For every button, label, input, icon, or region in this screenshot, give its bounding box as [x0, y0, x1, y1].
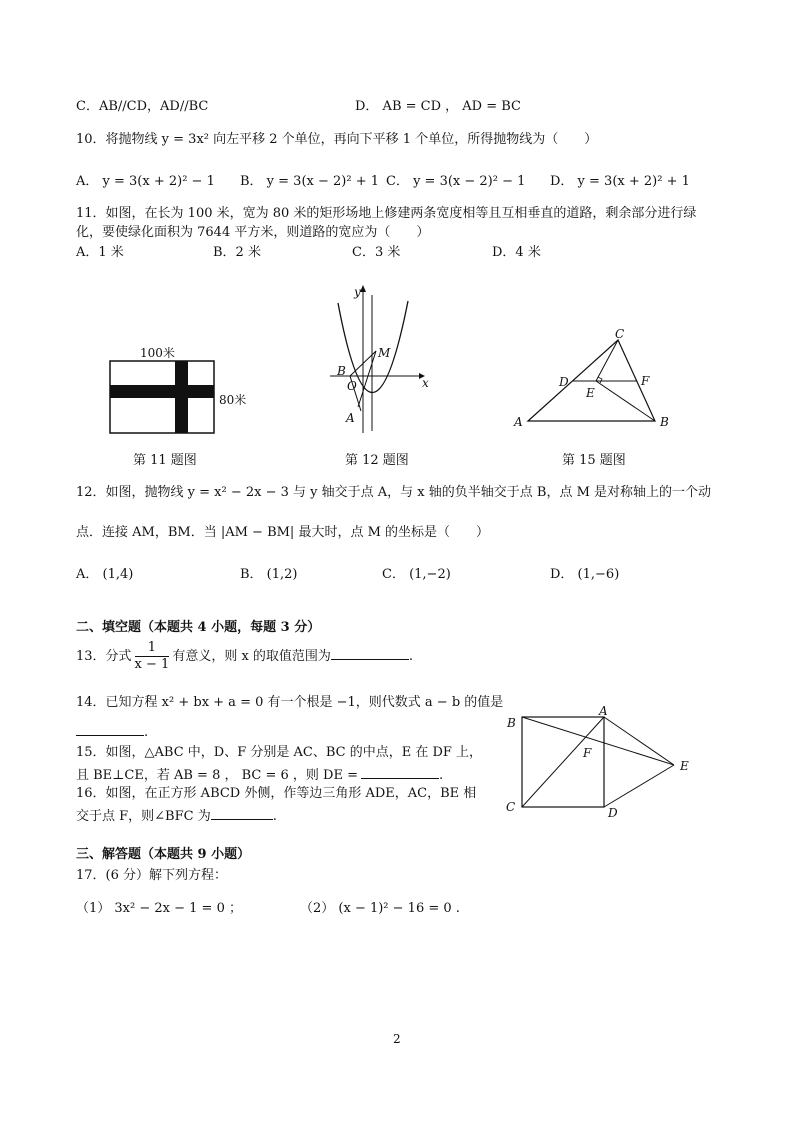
label-c: C: [615, 327, 625, 341]
q12-option-d: D． (1,−6): [550, 567, 620, 582]
q16-answer-blank[interactable]: [211, 806, 273, 820]
q9-option-c: C．AB//CD，AD//BC: [76, 99, 209, 114]
q13-end: .: [408, 649, 414, 664]
figure-15-caption: 第 15 题图: [562, 453, 626, 468]
q12-option-b: B． (1,2): [240, 567, 298, 582]
label-d: D: [559, 375, 569, 389]
q11-option-a: A．1 米: [76, 245, 124, 260]
q16-line2-wrap: [76, 806, 277, 826]
q11-stem-line1: 11．如图，在长为 100 米，宽为 80 米的矩形场地上修建两条宽度相等且互相垂直的道路，剩余部分进行绿: [76, 206, 697, 221]
label-b: B: [507, 716, 516, 730]
q13-denominator: x − 1: [134, 657, 170, 672]
q15-end: .: [438, 768, 444, 783]
horizontal-road: [110, 385, 214, 398]
q15-line2-wrap: [76, 765, 443, 785]
figure-11-caption: 第 11 题图: [133, 453, 197, 468]
q15-answer-blank[interactable]: [361, 765, 439, 779]
label-m: M: [378, 346, 391, 360]
segment-ce: [596, 340, 618, 381]
figure-12-caption: 第 12 题图: [345, 453, 409, 468]
label-f: F: [583, 746, 592, 760]
q14-end: .: [144, 725, 149, 740]
label-e: E: [586, 386, 595, 400]
section-fill-in-title: 二、填空题（本题共 4 小题，每题 3 分）: [76, 620, 321, 635]
q11-stem-line2: 化，要使绿化面积为 7644 平方米，则道路的宽应为（ ）: [76, 225, 430, 240]
y-axis-arrow: [360, 285, 366, 292]
q13: [76, 640, 413, 674]
label-y: y: [354, 285, 361, 299]
label-c: C: [506, 800, 516, 814]
label-f: F: [641, 374, 650, 388]
width-label: 80米: [219, 393, 247, 407]
label-a: A: [599, 704, 608, 718]
q17-part2: （2） (x − 1)² − 16 = 0 .: [300, 901, 460, 916]
q17-part1: （1） 3x² − 2x − 1 = 0 ；: [76, 901, 242, 916]
q10-option-d: D． y = 3(x + 2)² + 1: [550, 174, 690, 189]
q12-option-c: C． (1,−2): [382, 567, 451, 582]
q11-option-b: B．2 米: [213, 245, 261, 260]
figure-11: [100, 340, 270, 440]
label-x: x: [422, 376, 429, 390]
diagonal-ac: [522, 717, 604, 807]
label-a: A: [514, 415, 523, 429]
q11-option-c: C．3 米: [352, 245, 401, 260]
q11-option-d: D．4 米: [492, 245, 541, 260]
q14-text: 14．已知方程 x² + bx + a = 0 有一个根是 −1，则代数式 a − b 的值是: [76, 695, 504, 710]
right-angle-mark: [598, 377, 602, 383]
q12-stem-line1: 12．如图，抛物线 y = x² − 2x − 3 与 y 轴交于点 A，与 x 轴的负半轴交于点 B，点 M 是对称轴上的一个动: [76, 485, 712, 500]
q13-pre: 13．分式: [76, 649, 132, 664]
q14-answer-line: [76, 722, 148, 742]
label-o: O: [347, 379, 357, 393]
q9-option-d: D． AB = CD ， AD = BC: [355, 99, 521, 114]
label-b: B: [660, 415, 669, 429]
q10-option-c: C． y = 3(x − 2)² − 1: [386, 174, 526, 189]
q16-line1: 16．如图，在正方形 ABCD 外侧，作等边三角形 ADE，AC，BE 相: [76, 786, 477, 801]
label-b: B: [337, 364, 346, 378]
vertical-road: [175, 361, 188, 433]
figure-16: [500, 703, 700, 823]
q10-option-b: B． y = 3(x − 2)² + 1: [240, 174, 380, 189]
q17-stem: 17．(6 分）解下列方程：: [76, 868, 228, 883]
q10-stem: 10．将抛物线 y = 3x² 向左平移 2 个单位，再向下平移 1 个单位，所得抛物线为（ ）: [76, 132, 598, 147]
q13-post: 有意义，则 x 的取值范围为: [172, 649, 331, 664]
section-solve-title: 三、解答题（本题共 9 小题）: [76, 847, 251, 862]
segment-ae: [604, 717, 674, 765]
page-number: 2: [393, 1032, 401, 1046]
q14-answer-blank[interactable]: [76, 722, 144, 736]
figure-12: [325, 283, 435, 435]
q16-end: .: [272, 809, 277, 824]
q15-line2: 且 BE⊥CE，若 AB = 8 ， BC = 6 ，则 DE =: [76, 768, 358, 783]
q16-line2: 交于点 F，则∠BFC 为: [76, 809, 211, 824]
q13-numerator: 1: [135, 640, 170, 657]
label-e: E: [680, 759, 689, 773]
label-d: D: [608, 806, 618, 820]
label-a: A: [346, 411, 355, 425]
figure-15: [510, 326, 680, 436]
q13-fraction: [135, 640, 170, 673]
q12-stem-line2: 点．连接 AM，BM．当 |AM − BM| 最大时，点 M 的坐标是（ ）: [76, 525, 490, 540]
q13-answer-blank[interactable]: [331, 646, 409, 660]
segment-de: [604, 765, 674, 807]
q10-option-a: A． y = 3(x + 2)² − 1: [76, 174, 215, 189]
q15-line1: 15．如图，△ABC 中，D、F 分别是 AC、BC 的中点，E 在 DF 上，: [76, 745, 483, 760]
q12-option-a: A． (1,4): [76, 567, 134, 582]
length-label: 100米: [140, 346, 175, 360]
